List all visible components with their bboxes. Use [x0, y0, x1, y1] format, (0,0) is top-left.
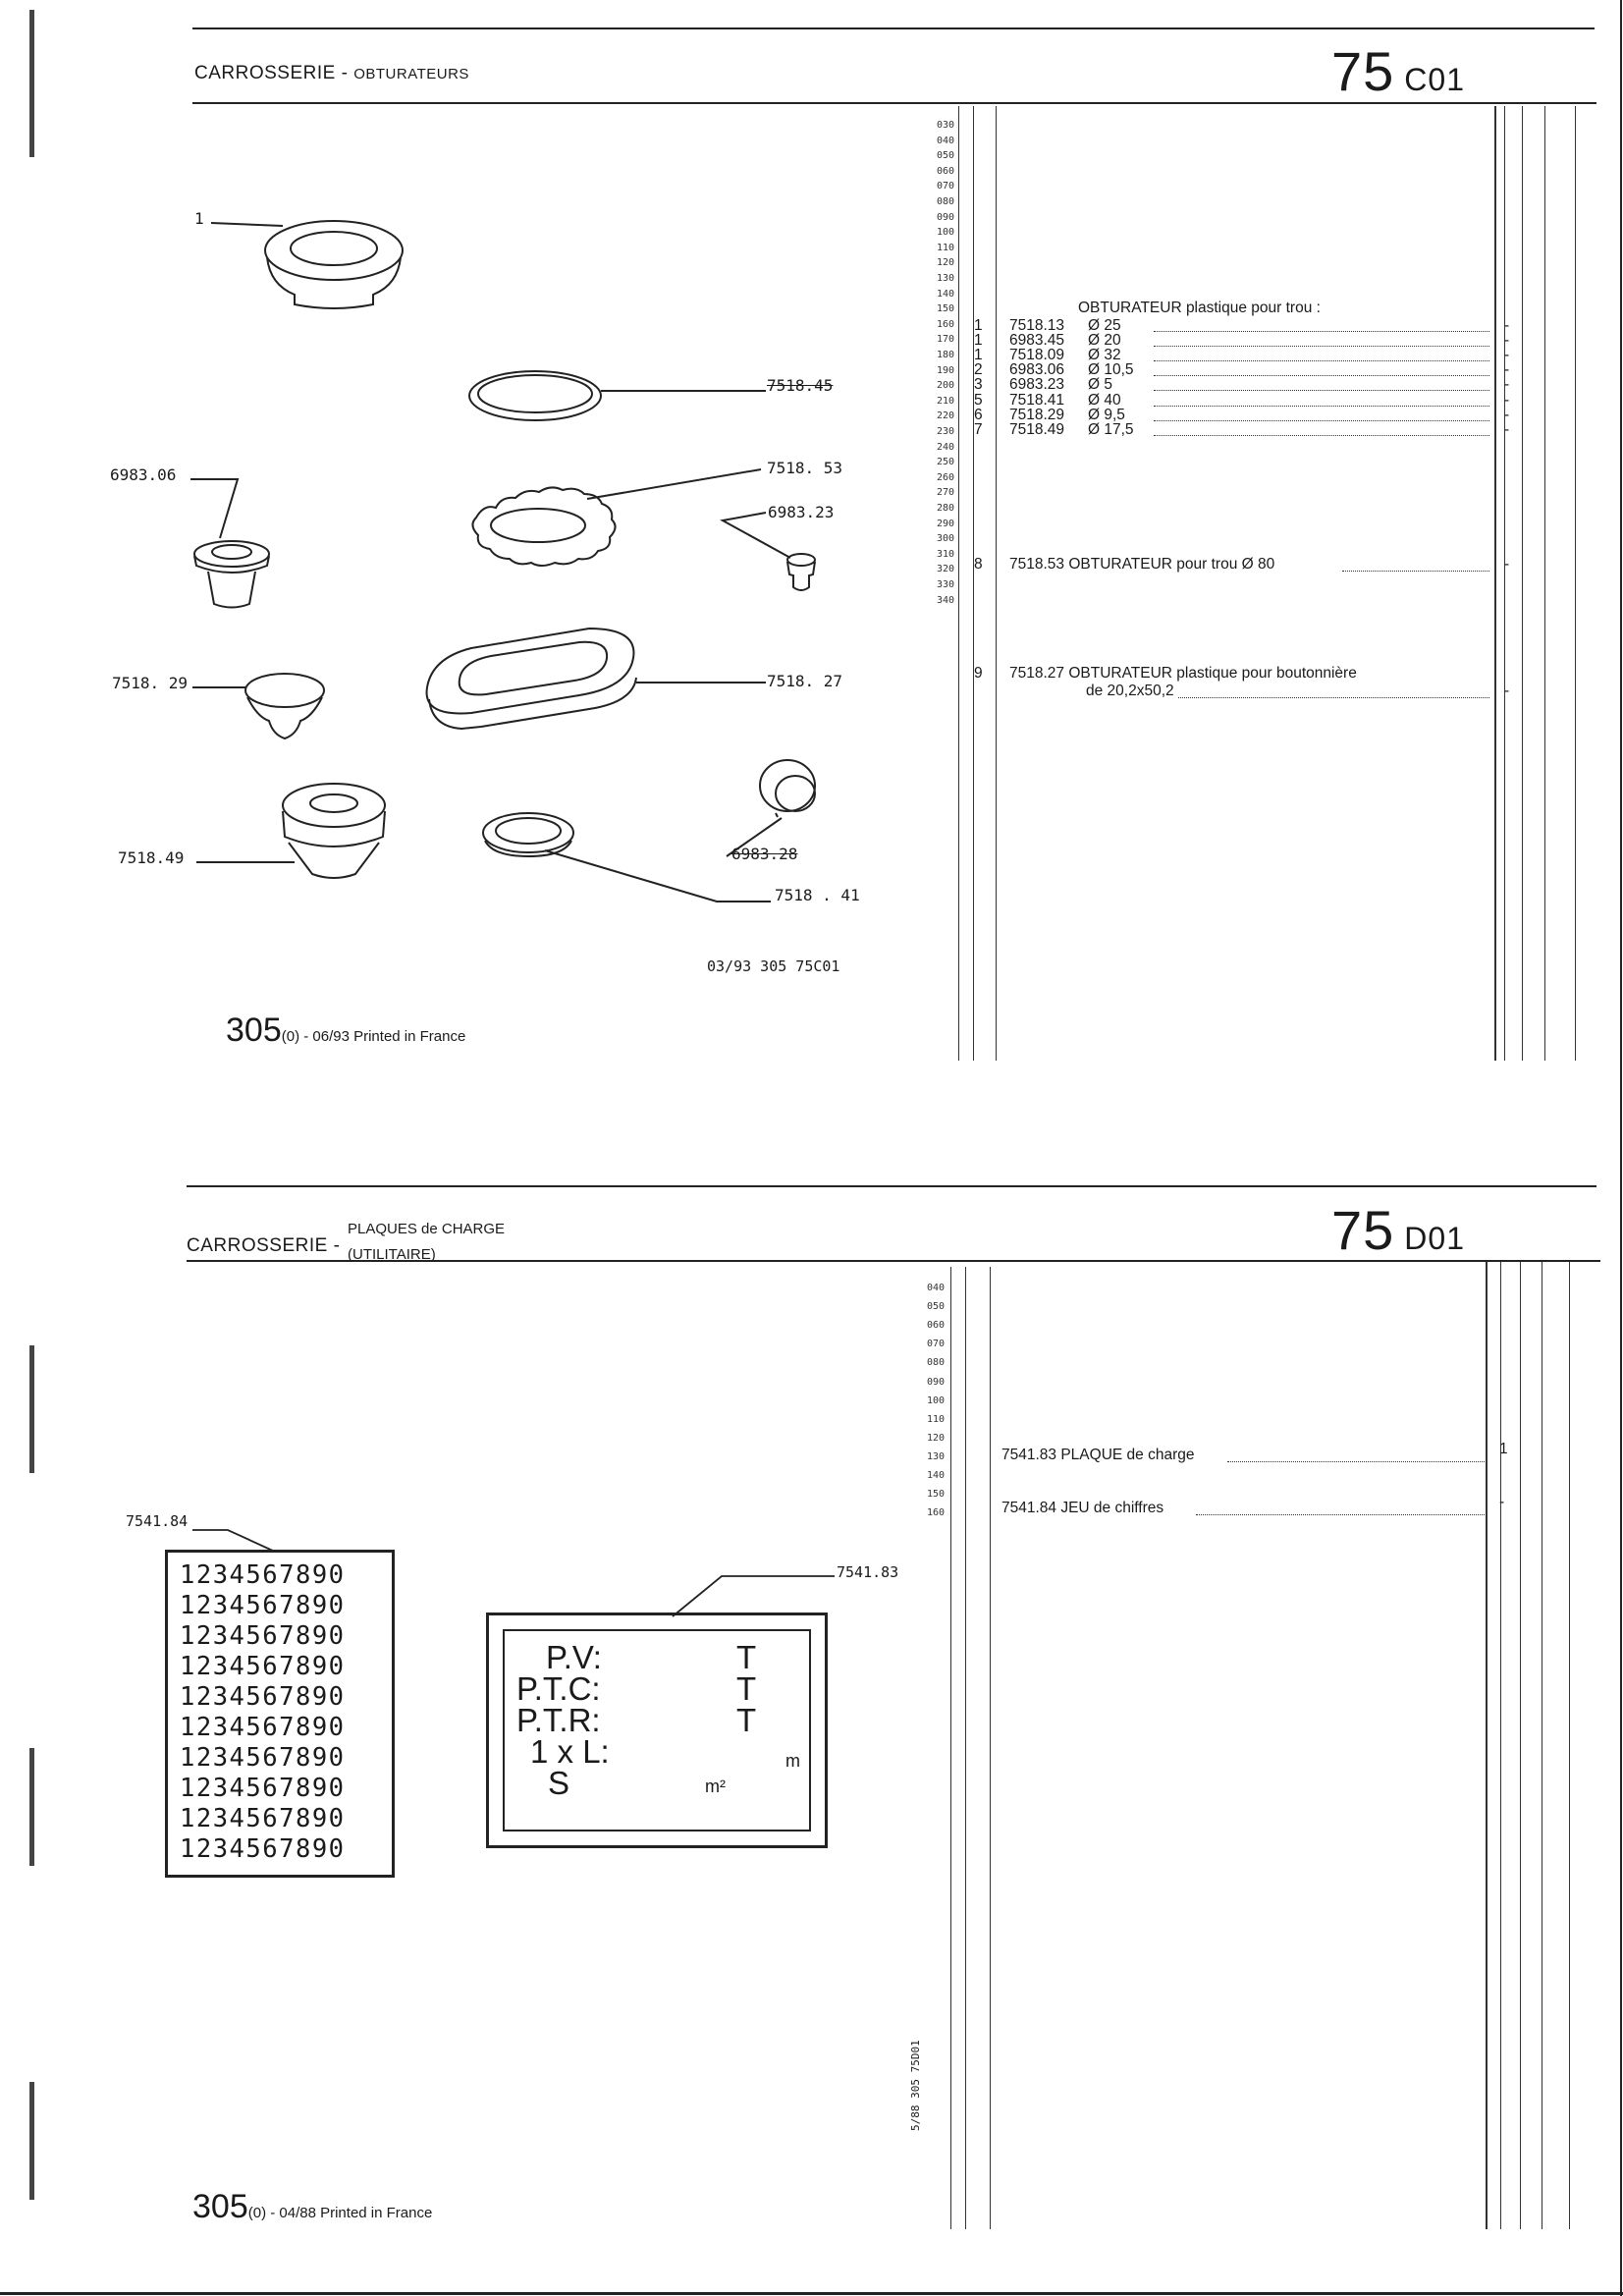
callout-7518-41: 7518 . 41: [775, 886, 860, 904]
line-number: 300: [936, 533, 954, 545]
row-item-number: 7: [974, 420, 983, 438]
title-main: CARROSSERIE -: [194, 63, 349, 83]
line-number: 150: [926, 1489, 945, 1501]
part-7518-29-dome: [245, 674, 324, 738]
line-number: 160: [926, 1507, 945, 1519]
parts-header: OBTURATEUR plastique pour trou :: [1078, 300, 1321, 316]
column-line: [1486, 1262, 1488, 2229]
row-qty: -: [1504, 406, 1510, 423]
plate-t3: T: [736, 1702, 757, 1738]
part-7518-41-plug: [483, 813, 573, 856]
digits-line: 1234567890: [180, 1591, 346, 1620]
row-part-ref: 7518.29: [1009, 406, 1065, 423]
row-description: Ø 9,5: [1088, 406, 1125, 423]
row-description: Ø 17,5: [1088, 420, 1134, 438]
part-7518-49-plug: [283, 784, 385, 878]
column-line: [996, 106, 997, 1061]
line-number: 140: [926, 1470, 945, 1481]
footer-number: 305: [226, 1011, 282, 1049]
column-line: [973, 106, 974, 1061]
row-dots: [1154, 435, 1489, 436]
row-dots: [1154, 346, 1489, 347]
callout-7518-29: 7518. 29: [112, 674, 189, 692]
digits-line: 1234567890: [180, 1652, 346, 1681]
row-description: Ø 20: [1088, 332, 1121, 350]
part-6983-23-plug: [787, 554, 815, 590]
row-description: Ø 32: [1088, 347, 1121, 364]
line-number: 310: [936, 548, 954, 560]
part-6983-06-plug: [194, 541, 269, 608]
row8-dots: [1342, 571, 1489, 572]
title-sub-1: PLAQUES de CHARGE: [348, 1221, 506, 1237]
line-number: 090: [926, 1376, 945, 1388]
scan-edge-mark: [29, 1345, 34, 1473]
line-number: 190: [936, 364, 954, 376]
line-number: 050: [936, 150, 954, 162]
line-number: 160: [936, 318, 954, 330]
column-line: [1500, 1262, 1501, 2229]
scan-edge-mark: [29, 2082, 34, 2200]
row-item-number: 6: [974, 406, 983, 423]
code-main: 75: [1331, 1199, 1395, 1261]
part-1-obturateur: [265, 221, 403, 308]
row-item-number: 1: [974, 332, 983, 350]
line-number: 280: [936, 503, 954, 514]
digits-line: 1234567890: [180, 1621, 346, 1651]
column-line: [958, 106, 959, 1061]
row-part-ref: 6983.45: [1009, 332, 1065, 350]
line-number: 210: [936, 395, 954, 407]
footer: [226, 1011, 465, 1050]
digits-line: 1234567890: [180, 1743, 346, 1773]
column-line: [1569, 1262, 1570, 2229]
line-number: 110: [936, 242, 954, 253]
line-number: 110: [926, 1413, 945, 1425]
row-part-ref: 7518.41: [1009, 391, 1065, 409]
callout-7541-83: 7541.83: [837, 1563, 899, 1581]
row-qty: -: [1504, 361, 1510, 379]
chiffres-row-dots: [1196, 1514, 1485, 1515]
line-number: 050: [926, 1301, 945, 1313]
row-dots: [1154, 375, 1489, 376]
part-7518-45-ring: [469, 371, 601, 420]
row-item-number: 1: [974, 347, 983, 364]
row9-qty: -: [1504, 683, 1510, 699]
line-number: 230: [936, 426, 954, 437]
callout-7518-49: 7518.49: [118, 848, 185, 867]
row-part-ref: 7518.49: [1009, 420, 1065, 438]
drawing-ref-code: 03/93 305 75C01: [707, 957, 840, 975]
plate-ptr: P.T.R:: [516, 1702, 601, 1738]
row-description: Ø 40: [1088, 391, 1121, 409]
callout-1: 1: [194, 209, 204, 228]
row-description: Ø 25: [1088, 317, 1121, 334]
line-number: 320: [936, 564, 954, 575]
line-number: 140: [936, 288, 954, 300]
callout-7518-27: 7518. 27: [767, 672, 843, 690]
row-part-ref: 6983.06: [1009, 361, 1065, 379]
part-7518-27-oval: [427, 629, 636, 729]
line-number: 060: [926, 1320, 945, 1332]
code-sub: C01: [1404, 62, 1465, 97]
column-line: [1520, 1262, 1521, 2229]
digits-line: 1234567890: [180, 1713, 346, 1742]
column-line: [1544, 106, 1545, 1061]
line-number: 330: [936, 579, 954, 590]
code-main: 75: [1331, 40, 1395, 102]
line-number: 150: [936, 303, 954, 315]
row8-qty: -: [1504, 556, 1510, 573]
row-description: Ø 5: [1088, 376, 1112, 394]
line-number: 030: [936, 120, 954, 131]
line-number: 340: [936, 594, 954, 606]
chiffres-row-qty: -: [1499, 1494, 1505, 1510]
column-line: [1522, 106, 1523, 1061]
row-item-number: 1: [974, 317, 983, 334]
line-number: 070: [926, 1339, 945, 1350]
line-number: 040: [936, 135, 954, 146]
callout-6983-23: 6983.23: [768, 503, 835, 521]
scan-edge-mark: [29, 1748, 34, 1866]
line-number: 200: [936, 380, 954, 392]
line-number: 130: [936, 273, 954, 284]
column-line: [950, 1267, 951, 2229]
digits-line: 1234567890: [180, 1682, 346, 1712]
callout-6983-28: 6983.28: [731, 845, 798, 863]
title-sub: OBTURATEURS: [353, 66, 469, 82]
digits-set-7541-84: [165, 1550, 395, 1878]
callout-6983-06: 6983.06: [110, 465, 177, 484]
line-number: 060: [936, 165, 954, 177]
line-number: 250: [936, 457, 954, 468]
section-code: [1331, 1198, 1465, 1262]
row-dots: [1154, 331, 1489, 332]
line-number: 080: [936, 196, 954, 207]
line-number: 270: [936, 487, 954, 499]
callout-7518-45: 7518.45: [767, 376, 834, 395]
row9-text: 7518.27 OBTURATEUR plastique pour boutonnière: [1009, 665, 1357, 682]
plaque-row-text: 7541.83 PLAQUE de charge: [1001, 1447, 1195, 1463]
plate-pv: P.V:: [546, 1639, 602, 1675]
plaque-row-dots: [1227, 1461, 1485, 1462]
row-qty: -: [1504, 332, 1510, 350]
row-dots: [1154, 390, 1489, 391]
top-rule: [187, 1185, 1596, 1187]
row-part-ref: 7518.09: [1009, 347, 1065, 364]
line-number: 100: [926, 1394, 945, 1406]
row-qty: -: [1504, 376, 1510, 394]
footer: [192, 2188, 432, 2226]
line-number: 070: [936, 181, 954, 192]
row-dots: [1154, 360, 1489, 361]
row-item-number: 3: [974, 376, 983, 394]
title-sub-2: (UTILITAIRE): [348, 1246, 436, 1263]
page-title: [187, 1235, 340, 1257]
row-item-number: 2: [974, 361, 983, 379]
line-number: 120: [936, 257, 954, 269]
row8-text: 7518.53 OBTURATEUR pour trou Ø 80: [1009, 556, 1275, 573]
row9-item: 9: [974, 665, 983, 682]
footer-text: (0) - 06/93 Printed in France: [281, 1028, 466, 1045]
page-border-right: [1620, 0, 1622, 2296]
plate-t1: T: [736, 1639, 757, 1675]
row8-item: 8: [974, 556, 983, 573]
line-number: 220: [936, 410, 954, 422]
digits-line: 1234567890: [180, 1834, 346, 1864]
footer-text: (0) - 04/88 Printed in France: [247, 2205, 433, 2221]
line-number: 090: [936, 211, 954, 223]
row-dots: [1154, 406, 1489, 407]
row-qty: -: [1504, 391, 1510, 409]
line-number: 040: [926, 1283, 945, 1293]
line-number: 240: [936, 441, 954, 453]
column-line: [1504, 106, 1505, 1061]
plate-ptc: P.T.C:: [516, 1670, 601, 1707]
plate-m2: m²: [705, 1777, 726, 1796]
digits-line: 1234567890: [180, 1774, 346, 1803]
column-line: [965, 1267, 966, 2229]
page-border-bottom: [0, 2292, 1623, 2295]
plate-m: m: [785, 1751, 800, 1771]
row-item-number: 5: [974, 391, 983, 409]
digits-line: 1234567890: [180, 1804, 346, 1833]
plate-t2: T: [736, 1670, 757, 1707]
row-qty: -: [1504, 317, 1510, 334]
row9-dots: [1178, 697, 1489, 698]
column-line: [1575, 106, 1576, 1061]
column-line: [990, 1267, 991, 2229]
row-part-ref: 6983.23: [1009, 376, 1065, 394]
plate-s: S: [548, 1765, 570, 1801]
callout-7541-84: 7541.84: [126, 1512, 189, 1530]
code-sub: D01: [1404, 1221, 1465, 1256]
line-number: 100: [936, 227, 954, 239]
plate-lxl: 1 x L:: [530, 1733, 610, 1770]
part-6983-28-plug: [760, 760, 815, 817]
digits-line: 1234567890: [180, 1560, 346, 1590]
row-description: Ø 10,5: [1088, 361, 1134, 379]
column-line: [1494, 106, 1496, 1061]
section-code: [1331, 39, 1465, 103]
row-qty: -: [1504, 347, 1510, 364]
row-dots: [1154, 420, 1489, 421]
line-number: 290: [936, 518, 954, 529]
plaque-row-qty: 1: [1499, 1441, 1508, 1457]
line-number: 180: [936, 350, 954, 360]
line-number: 170: [936, 334, 954, 346]
footer-number: 305: [192, 2188, 248, 2225]
row9-text2: de 20,2x50,2: [1086, 683, 1174, 699]
line-number: 260: [936, 471, 954, 483]
row-part-ref: 7518.13: [1009, 317, 1065, 334]
title-main: CARROSSERIE -: [187, 1235, 341, 1256]
row-qty: -: [1504, 420, 1510, 438]
line-number: 120: [926, 1432, 945, 1444]
chiffres-row-text: 7541.84 JEU de chiffres: [1001, 1500, 1164, 1516]
line-number: 130: [926, 1450, 945, 1462]
part-7518-53-disc: [472, 487, 615, 566]
line-number: 080: [926, 1357, 945, 1369]
drawing-ref-code: 5/88 305 75D01: [909, 2040, 922, 2131]
load-plate-7541-83: [486, 1613, 828, 1848]
callout-7518-53: 7518. 53: [767, 459, 843, 477]
